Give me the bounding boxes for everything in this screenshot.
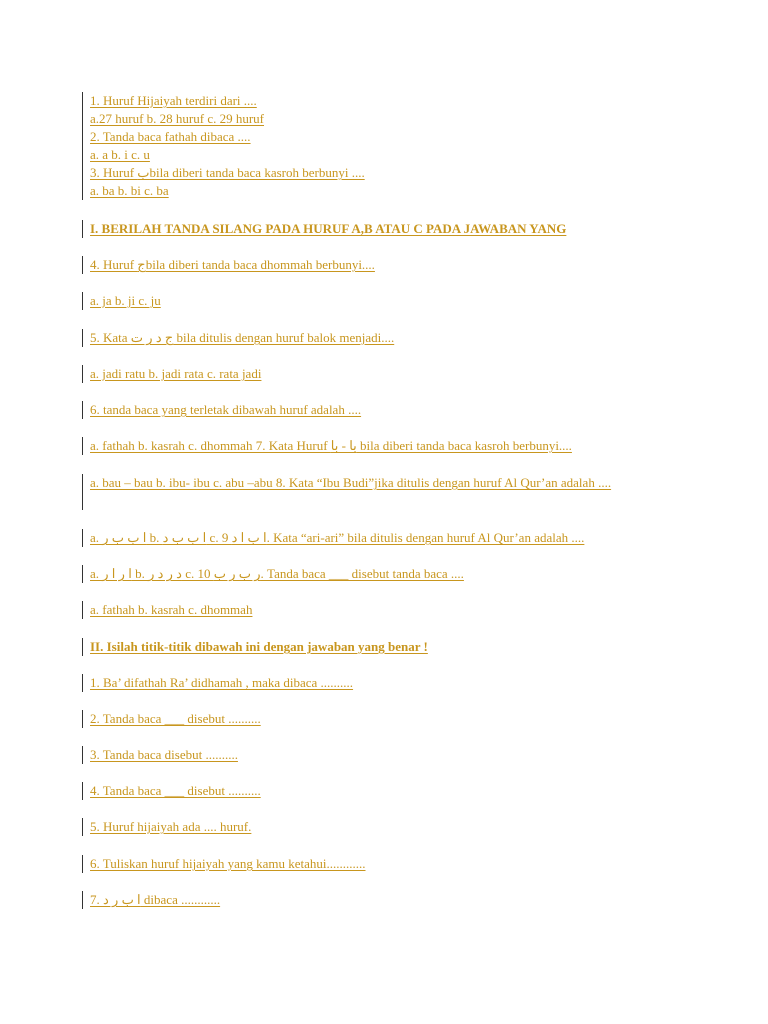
section2-line: 4. Tanda baca ___ disebut .......... <box>82 782 261 800</box>
section2-heading: II. Isilah titik-titik dibawah ini dengan jawaban yang benar ! <box>82 638 428 656</box>
intro-line: a. ba b. bi c. ba <box>90 183 169 198</box>
section1-line: a. ا ب ب ر b. ا ب ب د c. 9 ا ب ا د. Kata “ari-ari” bila ditulis dengan huruf Al Qur’an adalah .... <box>82 529 584 547</box>
section1-line: 5. Kata ج د ر ت bila ditulis dengan huruf balok menjadi.... <box>82 329 394 347</box>
section1-line: a. jadi ratu b. jadi rata c. rata jadi <box>82 365 261 383</box>
section2-line: 1. Ba’ difathah Ra’ didhamah , maka dibaca .......... <box>82 674 353 692</box>
section1-line: 4. Huruf جbila diberi tanda baca dhommah berbunyi.... <box>82 256 375 274</box>
section1-line: a. ja b. ji c. ju <box>82 292 161 310</box>
section1-heading: I. BERILAH TANDA SILANG PADA HURUF A,B ATAU C PADA JAWABAN YANG <box>82 220 566 238</box>
intro-line: a. a b. i c. u <box>90 147 150 162</box>
section1-line: a. bau – bau b. ibu- ibu c. abu –abu 8. Kata “Ibu Budi”jika ditulis dengan huruf Al Qur’an adalah .... <box>82 474 611 510</box>
section1-line: a. fathah b. kasrah c. dhommah <box>82 601 252 619</box>
intro-line: 3. Huruf بbila diberi tanda baca kasroh berbunyi .... <box>90 165 365 180</box>
intro-line: 1. Huruf Hijaiyah terdiri dari .... <box>90 93 257 108</box>
section1-line: a. ا ر ا ر b. د ر د ر c. 10 ر ب ر ب. Tanda baca ___ disebut tanda baca .... <box>82 565 464 583</box>
section2-line: 2. Tanda baca ___ disebut .......... <box>82 710 261 728</box>
section2-line: 7. ا ب ر د dibaca ............ <box>82 891 220 909</box>
section1-line: a. fathah b. kasrah c. dhommah 7. Kata Huruf با - با bila diberi tanda baca kasroh berbunyi.... <box>82 437 572 455</box>
section2-line: 5. Huruf hijaiyah ada .... huruf. <box>82 818 251 836</box>
intro-line: a.27 huruf b. 28 huruf c. 29 huruf <box>90 111 265 126</box>
section2-line: 6. Tuliskan huruf hijaiyah yang kamu ketahui............ <box>82 855 366 873</box>
intro-line: 2. Tanda baca fathah dibaca .... <box>90 129 251 144</box>
section1-line: 6. tanda baca yang terletak dibawah huruf adalah .... <box>82 401 361 419</box>
section2-line: 3. Tanda baca disebut .......... <box>82 746 238 764</box>
intro-questions-block <box>82 92 365 200</box>
